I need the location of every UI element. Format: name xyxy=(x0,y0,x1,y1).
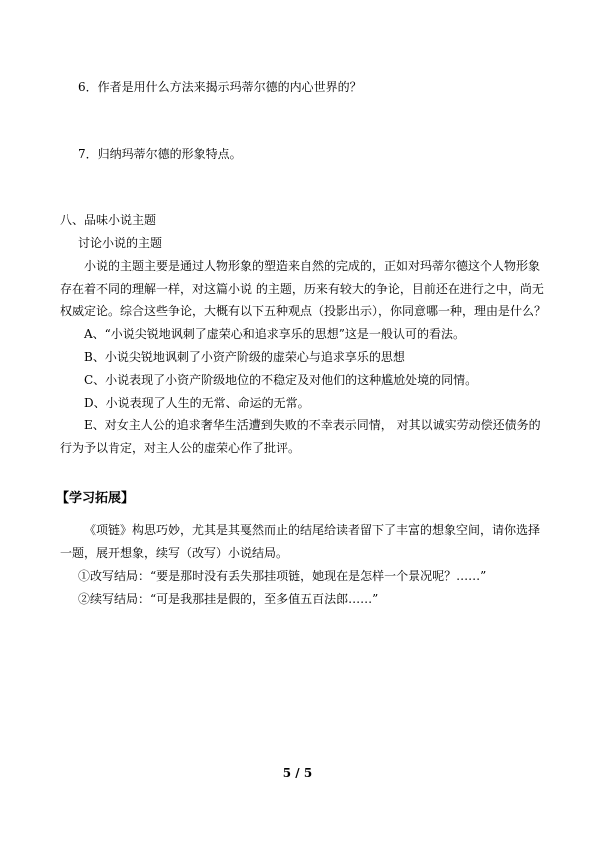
question-7: 7．归纳玛蒂尔德的形象特点。 xyxy=(78,147,242,161)
option-d: D、小说表现了人生的无常、命运的无常。 xyxy=(84,396,310,410)
paragraph-line-3: 权威定论。综合这些争论，大概有以下五种观点（投影出示），你同意哪一种，理由是什么？ xyxy=(60,304,547,318)
option-b: B、小说尖锐地讽刺了小资产阶级的虚荣心与追求享乐的思想 xyxy=(84,350,405,364)
paragraph-line-2: 存在着不同的理解一样，对这篇小说 的主题，历来有较大的争论，目前还在进行之中，尚无 xyxy=(60,282,544,296)
extension-item-1: ①改写结局：“要是那时没有丢失那挂项链，她现在是怎样一个景况呢？……” xyxy=(78,569,487,583)
option-e-line-1: E、对女主人公的追求奢华生活遭到失败的不幸表示同情， 对其以诚实劳动偿还债务的 xyxy=(84,418,541,432)
page-number: 5 / 5 xyxy=(282,766,313,780)
question-6: 6．作者是用什么方法来揭示玛蒂尔德的内心世界的？ xyxy=(78,80,362,94)
section-8-subheading: 讨论小说的主题 xyxy=(78,236,163,250)
extension-item-2: ②续写结局：“可是我那挂是假的，至多值五百法郎……” xyxy=(78,592,379,606)
option-a: A、“小说尖锐地讽刺了虚荣心和追求享乐的思想”这是一般认可的看法。 xyxy=(84,327,465,341)
paragraph-line-1: 小说的主题主要是通过人物形象的塑造来自然的完成的，正如对玛蒂尔德这个人物形象 xyxy=(84,259,541,273)
option-e-line-2: 行为予以肯定，对主人公的虚荣心作了批评。 xyxy=(60,441,301,455)
extension-line-1: 《项链》构思巧妙，尤其是其戛然而止的结尾给读者留下了丰富的想象空间，请你选择 xyxy=(84,523,541,537)
option-c: C、小说表现了小资产阶级地位的不稳定及对他们的这种尴尬处境的同情。 xyxy=(84,373,478,387)
section-8-heading: 八、品味小说主题 xyxy=(60,213,157,227)
extension-heading: 【学习拓展】 xyxy=(56,491,135,506)
extension-line-2: 一题，展开想象，续写（改写）小说结局。 xyxy=(60,546,289,560)
